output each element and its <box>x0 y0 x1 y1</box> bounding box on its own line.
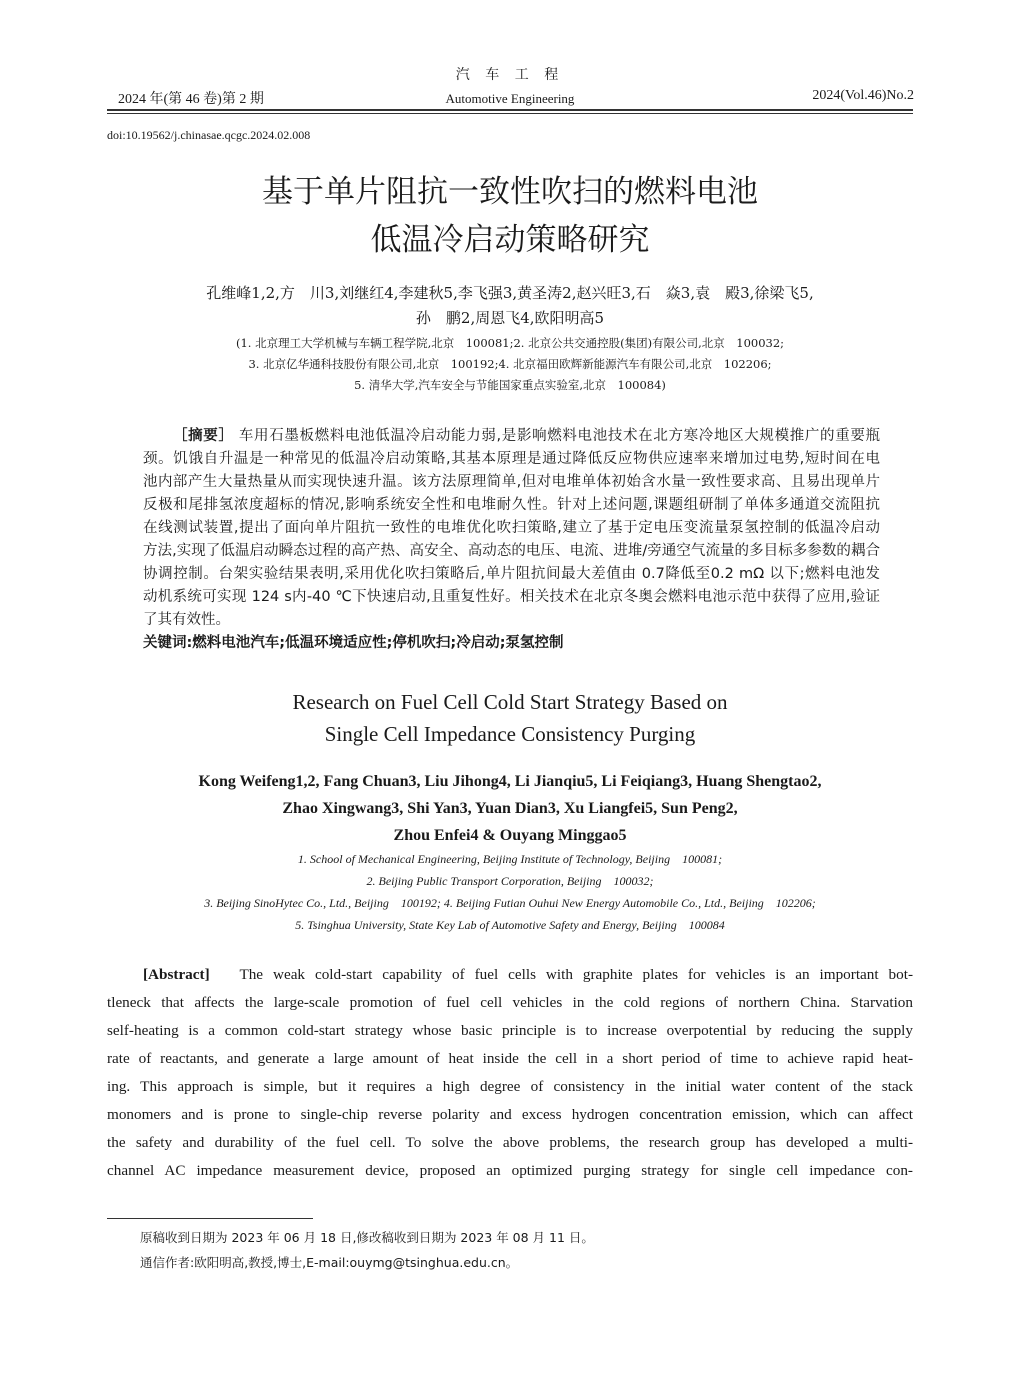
affiliation-line: 3. 北京亿华通科技股份有限公司,北京 100192;4. 北京福田欧辉新能源汽车有限公司,北京 102206; <box>248 357 772 371</box>
authors-cn-line: 孙 鹏2,周恩飞4,欧阳明高5 <box>415 309 605 327</box>
abstract-label: ［摘要］ <box>173 428 234 444</box>
title-cn-line: 低温冷启动策略研究 <box>370 222 650 258</box>
abstract-label: [Abstract] <box>143 966 210 983</box>
affiliations-en <box>0 848 1020 936</box>
footnote-received: 原稿收到日期为 2023 年 06 月 18 日,修改稿收到日期为 2023 年 08 月 11 日。 <box>140 1230 594 1245</box>
doi: doi:10.19562/j.chinasae.qcgc.2024.02.008 <box>107 128 311 142</box>
title-en-line: Research on Fuel Cell Cold Start Strategy Based on <box>292 690 728 714</box>
abstract-en-line <box>107 961 913 989</box>
authors-en-line: Kong Weifeng1,2, Fang Chuan3, Liu Jihong4, Li Jianqiu5, Li Feiqiang3, Huang Shengtao2, <box>198 773 822 790</box>
title-en-line: Single Cell Impedance Consistency Purging <box>324 722 696 746</box>
affiliation-line: 3. Beijing SinoHytec Co., Ltd., Beijing 100192; 4. Beijing Futian Ouhui New Energy Automobile Co., Ltd., Beijing 102206; <box>204 896 816 910</box>
keywords-cn: 关键词:燃料电池汽车;低温环境适应性;停机吹扫;冷启动;泵氢控制 <box>143 635 564 651</box>
journal-name-en: Automotive Engineering <box>445 91 575 106</box>
title-cn <box>0 168 1020 264</box>
affiliation-line: 2. Beijing Public Transport Corporation, Beijing 100032; <box>366 874 654 888</box>
title-cn-line: 基于单片阻抗一致性吹扫的燃料电池 <box>262 174 758 210</box>
title-en <box>0 686 1020 750</box>
abstract-cn-line: 在线测试装置,提出了面向单片阻抗一致性的电堆优化吹扫策略,建立了基于定电压变流量泵氢控制的低温冷启动 <box>143 520 880 536</box>
abstract-text: 车用石墨板燃料电池低温冷启动能力弱,是影响燃料电池技术在北方寒冷地区大规模推广的重要瓶 <box>238 428 880 444</box>
footnotes <box>140 1225 594 1275</box>
abstract-cn-line: 了其有效性。 <box>143 612 230 628</box>
affiliations-cn <box>0 333 1020 396</box>
affiliation-line: 1. School of Mechanical Engineering, Beijing Institute of Technology, Beijing 100081; <box>297 852 723 866</box>
authors-cn <box>0 281 1020 331</box>
abstract-cn-line: 动机系统可实现 124 s内-40 ℃下快速启动,且重复性好。相关技术在北京冬奥会燃料电池示范中获得了应用,验证 <box>143 589 880 605</box>
abstract-en-line: self-heating is a common cold-start strategy whose basic principle is to increase overpotential by reducing the supply <box>107 1022 913 1039</box>
abstract-cn-line <box>143 425 880 448</box>
abstract-en <box>107 961 913 1185</box>
footnote-corresponding: 通信作者:欧阳明高,教授,博士,E-mail:ouymg@tsinghua.edu.cn。 <box>140 1255 519 1270</box>
abstract-cn-line: 反极和尾排氢浓度超标的情况,影响系统安全性和电堆耐久性。针对上述问题,课题组研制了单体多通道交流阻抗 <box>143 497 880 513</box>
abstract-cn <box>143 425 880 655</box>
abstract-cn-line: 方法,实现了低温启动瞬态过程的高产热、高安全、高动态的电压、电流、进堆/旁通空气流量的多目标多参数的耦合 <box>143 543 880 559</box>
abstract-cn-line: 颈。饥饿自升温是一种常见的低温冷启动策略,其基本原理是通过降低反应物供应速率来增加过电势,短时间在电 <box>143 451 880 467</box>
abstract-en-line: rate of reactants, and generate a large amount of heat inside the cell in a short period of time to achieve rapid heat- <box>107 1050 913 1067</box>
abstract-en-line: channel AC impedance measurement device, proposed an optimized purging strategy for single cell impedance con- <box>107 1162 913 1179</box>
issue-en: 2024(Vol.46)No.2 <box>812 88 914 103</box>
affiliation-line: 5. Tsinghua University, State Key Lab of Automotive Safety and Energy, Beijing 100084 <box>295 918 725 932</box>
abstract-en-line: the safety and durability of the fuel cell. To solve the above problems, the research group has developed a multi- <box>107 1134 913 1151</box>
affiliation-line: 5. 清华大学,汽车安全与节能国家重点实验室,北京 100084) <box>354 378 666 392</box>
abstract-cn-line: 池内部产生大量热量从而实现快速升温。该方法原理简单,但对电堆单体初始含水量一致性要求高、且易出现单片 <box>143 474 880 490</box>
abstract-en-line: ing. This approach is simple, but it requires a high degree of consistency in the initial water content of the stack <box>107 1078 913 1095</box>
abstract-text: The weak cold-start capability of fuel cells with graphite plates for vehicles is an important bot- <box>239 966 913 983</box>
header-rule <box>107 109 913 114</box>
authors-en <box>0 768 1020 849</box>
abstract-en-line: monomers and is prone to single-chip reverse polarity and excess hydrogen concentration emission, which can affect <box>107 1106 913 1123</box>
authors-en-line: Zhao Xingwang3, Shi Yan3, Yuan Dian3, Xu Liangfei5, Sun Peng2, <box>282 800 738 817</box>
issue-cn: 2024 年(第 46 卷)第 2 期 <box>118 92 264 107</box>
abstract-en-line: tleneck that affects the large-scale promotion of fuel cell vehicles in the cold regions of northern China. Starvation <box>107 994 913 1011</box>
authors-cn-line: 孔维峰1,2,方 川3,刘继红4,李建秋5,李飞强3,黄圣涛2,赵兴旺3,石 焱3,袁 殿3,徐梁飞5, <box>206 284 814 302</box>
footnote-rule <box>107 1218 313 1219</box>
affiliation-line: (1. 北京理工大学机械与车辆工程学院,北京 100081;2. 北京公共交通控股(集团)有限公司,北京 100032; <box>235 336 785 350</box>
authors-en-line: Zhou Enfei4 & Ouyang Minggao5 <box>393 827 627 844</box>
abstract-cn-line: 协调控制。台架实验结果表明,采用优化吹扫策略后,单片阻抗间最大差值由 0.7降低至0.2 mΩ 以下;燃料电池发 <box>143 566 880 582</box>
